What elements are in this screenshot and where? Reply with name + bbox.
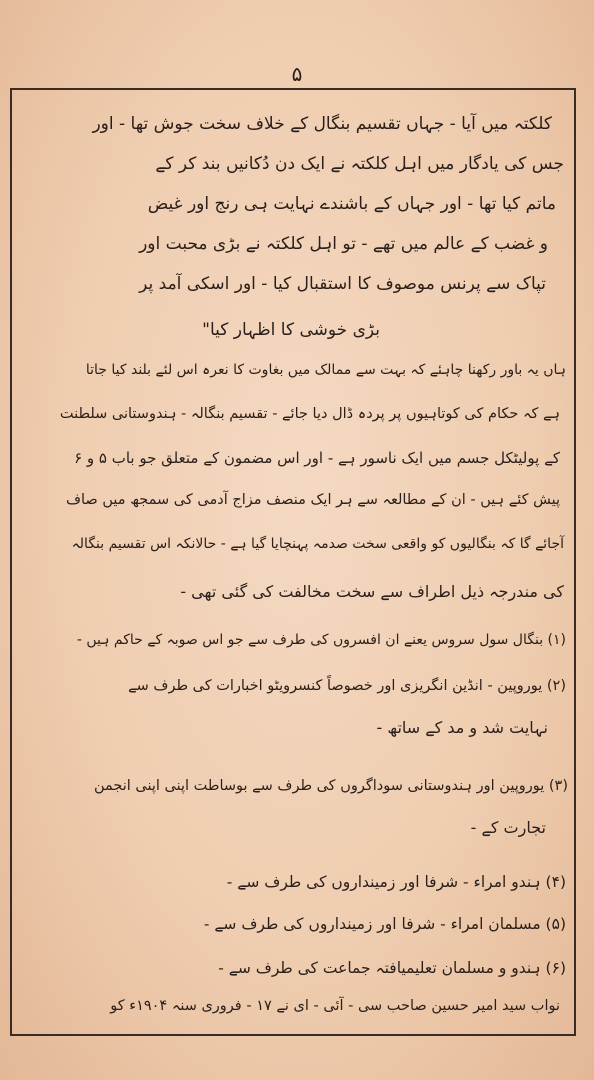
page-number: ۵ — [291, 62, 303, 86]
text-line-5: تپاک سے پرنس موصوف کا استقبال کیا - اور اسکی آمد پر — [139, 274, 546, 294]
text-line-2: جس کی یادگار میں اہل کلکتہ نے ایک دن دُکانیں بند کر کے — [155, 154, 564, 174]
list-item-3-cont: تجارت کے - — [470, 818, 546, 837]
list-item-2-cont: نہایت شد و مد کے ساتھ - — [376, 718, 548, 737]
text-line-12: کی مندرجہ ذیل اطراف سے سخت مخالفت کی گئی تھی - — [180, 582, 564, 601]
text-line-11: آجائے گا کہ بنگالیوں کو واقعی سخت صدمہ پہنچایا گیا ہے - حالانکہ اس تقسیم بنگالہ — [71, 536, 564, 552]
list-item-1: (۱) بنگال سول سروس یعنے ان افسروں کی طرف سے جو اس صوبہ کے حاکم ہیں - — [76, 632, 566, 648]
text-line-8: ہے کہ حکام کی کوتاہیوں پر پردہ ڈال دیا جائے - تقسیم بنگالہ - ہندوستانی سلطنت — [59, 406, 560, 422]
list-item-4: (۴) ہندو امراء - شرفا اور زمینداروں کی طرف سے - — [226, 873, 566, 891]
text-line-10: پیش کئے ہیں - ان کے مطالعہ سے ہر ایک منصف مزاج آدمی کی سمجھ میں صاف — [65, 492, 560, 508]
list-item-5: (۵) مسلمان امراء - شرفا اور زمینداروں کی طرف سے - — [203, 915, 566, 933]
text-line-4: و غضب کے عالم میں تھے - تو اہل کلکتہ نے بڑی محبت اور — [139, 234, 548, 254]
list-item-6: (۶) ہندو و مسلمان تعلیمیافتہ جماعت کی طرف سے - — [218, 959, 566, 977]
text-line-6: بڑی خوشی کا اظہار کیا" — [202, 320, 380, 340]
text-line-9: کے پولیٹکل جسم میں ایک ناسور ہے - اور اس مضمون کے متعلق جو باب ۵ و ۶ — [74, 449, 560, 467]
text-line-7: ہاں یہ باور رکھنا چاہئے کہ بہت سے ممالک میں بغاوت کا نعرہ اس لئے بلند کیا جاتا — [85, 362, 566, 378]
text-line-last: نواب سید امیر حسین صاحب سی - آئی - ای نے ۱۷ - فروری سنہ ۱۹۰۴ء کو — [110, 998, 560, 1014]
text-line-3: ماتم کیا تھا - اور جہاں کے باشندے نہایت ہی رنج اور غیض — [147, 194, 556, 214]
list-item-3: (۳) یوروپین اور ہندوستانی سوداگروں کی طرف سے بوساطت اپنی اپنی انجمن — [93, 778, 568, 794]
text-line-1: کلکتہ میں آیا - جہاں تقسیم بنگال کے خلاف سخت جوش تھا - اور — [92, 114, 552, 134]
list-item-2: (۲) یوروپین - انڈین انگریزی اور خصوصاً کنسرویٹو اخبارات کی طرف سے — [128, 678, 566, 694]
